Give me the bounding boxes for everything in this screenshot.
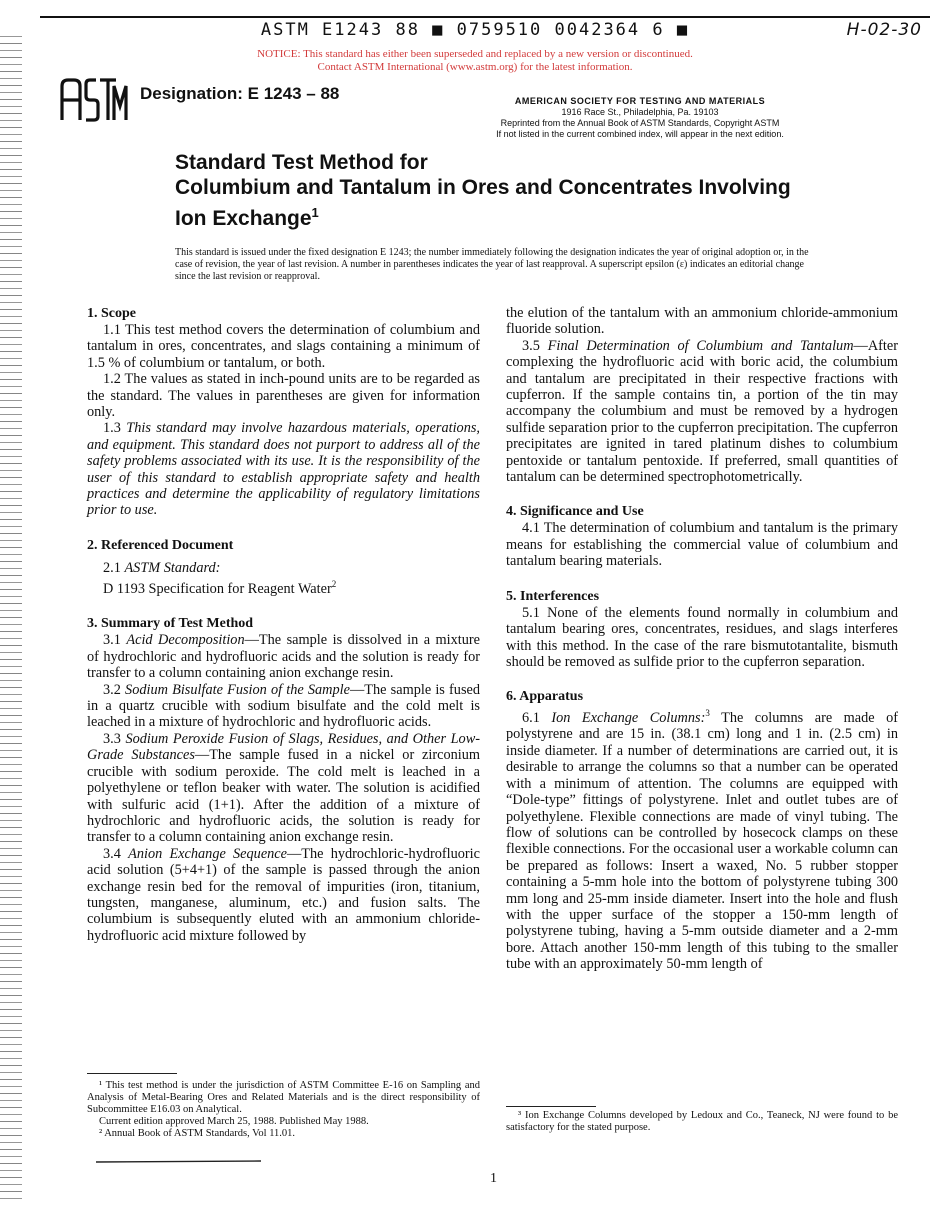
right-column: [506, 305, 898, 973]
paragraph-6-1: 6.1 Ion Exchange Columns:$^3$ The columns are made of polystyrene and are 15 in. (38.1 cm) long and 1 in. (2.5 cm) in inside diameter. If a number of determinations are carried out, it is desirable to arrange the columns so that a number can be operated with a minimum of attention. The columns are equipped with “Dole-type” fittings of polystyrene. Inlet and outlet tubes are of polyethylene. Flexible connections are made of vinyl tubing. The flow of solutions can be controlled by hosecock clamps on these flexible connections. For the occasional user a workable column can be prepared as follows: Insert a waxed, No. 5 rubber stopper containing a 5-mm hole into the bottom of polystyrene tubing 300 mm long and 25-mm inside diameter. Insert into the hole and flush with the upper surface of the stopper a 150-mm length of polystyrene tubing, having a 5-mm outside diameter and a 2-mm bore. Attach another 150-mm length of this tubing to the smaller tube with an approximately 50-mm length of: [506, 708, 898, 973]
issued-note: This standard is issued under the fixed designation E 1243; the number immediately following the designation indicates the year of original adoption or, in the case of revision, the year of last revision. A number in parentheses indicates the year of last reapproval. A superscript epsilon (ε) indicates an editorial change since the last revision or reapproval.: [175, 247, 809, 282]
paragraph-1-1: 1.1 This test method covers the determination of columbium and tantalum in ores, concentrates, and slags containing a minimum of 1.5 % of columbium or tantalum, or both.: [87, 322, 480, 371]
paragraph-2-1: 2.1 ASTM Standard:: [103, 559, 221, 576]
notice-line-2: Contact ASTM International (www.astm.org) for the latest information.: [317, 61, 633, 73]
designation: Designation: E 1243 – 88: [140, 84, 340, 103]
title-line-2: Columbium and Tantalum in Ores and Concentrates Involving: [175, 176, 791, 199]
footnote-2: ² Annual Book of ASTM Standards, Vol 11.01.: [99, 1128, 296, 1139]
society-block: [480, 96, 800, 140]
footnote-rule-right: [506, 1106, 596, 1107]
footnote-1: ¹ This test method is under the jurisdiction of ASTM Committee E-16 on Sampling and Analysis of Metal-Bearing Ores and Related Materials and is the direct responsibility of Subcommittee E16.03 on Analytical.: [87, 1080, 480, 1115]
footnotes-left: [87, 1080, 480, 1140]
paragraph-3-5: 3.5 Final Determination of Columbium and Tantalum—After complexing the hydrofluoric acid with boric acid, the columbium and tantalum are precipitated in their respective fractions with cupferron. If the sample contains tin, a portion of the tin may accompany the columbium and must be removed by a hydrogen sulfide separation prior to the cupferron precipitation. The cupferron precipitates are ignited in tared platinum dishes to columbium pentoxide or tantalum pentoxide. If preferred, small quantities of tantalum can be determined spectrophotometrically.: [506, 337, 898, 486]
footnotes-right: [506, 1110, 898, 1134]
paragraph-1-2: 1.2 The values as stated in inch-pound units are to be regarded as the standard. The values in parentheses are given for information only.: [87, 371, 480, 421]
paragraph-3-4: 3.4 Anion Exchange Sequence—The hydrochloric-hydrofluoric acid solution (5+4+1) of the sample is passed through the anion exchange resin bed for the removal of impurities (iron, titanium, tungsten, manganese, aluminum, etc.) and fusion salts. The columbium is subsequently eluted with an ammonium chloride-hydrofluoric acid mixture followed by: [87, 845, 481, 944]
society-address: 1916 Race St., Philadelphia, Pa. 19103: [561, 107, 719, 117]
left-column: [87, 305, 480, 944]
paragraph-3-2: 3.2 Sodium Bisulfate Fusion of the Sample—The sample is fused in a quartz crucible with sodium bisulfate and the cold melt is leached in a mixture of hydrochloric and hydrofluoric acids.: [87, 681, 481, 731]
handwritten-note: H-02-30: [846, 20, 922, 40]
footnote-rule-left: [87, 1073, 177, 1074]
notice: [0, 48, 950, 74]
footnote-1b: Current edition approved March 25, 1988. Published May 1988.: [99, 1116, 369, 1127]
title-line-3: Ion Exchange$^1$: [175, 205, 319, 230]
section-heading-scope: 1. Scope: [87, 306, 136, 321]
document-title: [175, 150, 875, 231]
paragraph-3-3: 3.3 Sodium Peroxide Fusion of Slags, Residues, and Other Low-Grade Substances—The sample fused in a nickel or zirconium crucible with sodium peroxide. The cold melt is leached in a polyethylene or teflon beaker with water. The solution is acidified with sulfuric acid (1+1). After the addition of a mixture of hydrochloric and hydrofluoric acids, the solution is ready for transfer to a column containing anion exchange resin.: [87, 730, 481, 846]
notice-line-1: NOTICE: This standard has either been superseded and replaced by a new version or discontinued.: [257, 48, 693, 60]
paragraph-2-ref: D 1193 Specification for Reagent Water$^2$: [103, 579, 337, 598]
section-heading-summary: 3. Summary of Test Method: [87, 616, 254, 632]
footnote-3: ³ Ion Exchange Columns developed by Ledoux and Co., Teaneck, NJ were found to be satisfactory for the stated purpose.: [506, 1110, 898, 1133]
paragraph-5-1: 5.1 None of the elements found normally in columbium and tantalum bearing ores, concentrates, residues, and slags interferes with this method. In the case of the rare bismutotantalite, bismuth should be removed as sulfide prior to the cupferron separation.: [506, 604, 898, 670]
section-heading-significance: 4. Significance and Use: [506, 504, 644, 520]
society-reprint: Reprinted from the Annual Book of ASTM Standards, Copyright ASTM: [500, 118, 780, 128]
astm-logo-icon: [56, 76, 128, 126]
section-heading-referenced: 2. Referenced Document: [87, 537, 234, 553]
page-number: 1: [490, 1171, 497, 1186]
section-heading-interferences: 5. Interferences: [506, 588, 600, 604]
society-name: AMERICAN SOCIETY FOR TESTING AND MATERIALS: [514, 96, 766, 106]
title-line-1: Standard Test Method for: [175, 151, 428, 174]
title-footnote-ref: 1: [311, 205, 319, 220]
header-code: ASTM E1243 88 ■ 0759510 0042364 6 ■: [260, 20, 690, 40]
scan-edge-artifact: [0, 30, 22, 1200]
paragraph-3-1: 3.1 Acid Decomposition—The sample is dissolved in a mixture of hydrochloric and hydrofluoric acids and the solution is ready for transfer to a column containing anion exchange resin.: [87, 632, 480, 682]
paragraph-4-1: 4.1 The determination of columbium and tantalum is the primary means for establishing the commercial value of columbium and tantalum bearing materials.: [506, 520, 898, 570]
society-index-note: If not listed in the current combined index, will appear in the next edition.: [496, 129, 784, 139]
pen-mark: [96, 1160, 261, 1163]
paragraph-3-4-cont: the elution of the tantalum with an ammonium chloride-ammonium fluoride solution.: [506, 305, 898, 338]
paragraph-1-3: 1.3 This standard may involve hazardous materials, operations, and equipment. This standard does not purport to address all of the safety problems associated with its use. It is the responsibility of the user of this standard to establish appropriate safety and health practices and determine the applicability of regulatory limitations prior to use.: [87, 420, 480, 519]
section-heading-apparatus: 6. Apparatus: [506, 689, 584, 705]
header-rule: [40, 16, 930, 18]
